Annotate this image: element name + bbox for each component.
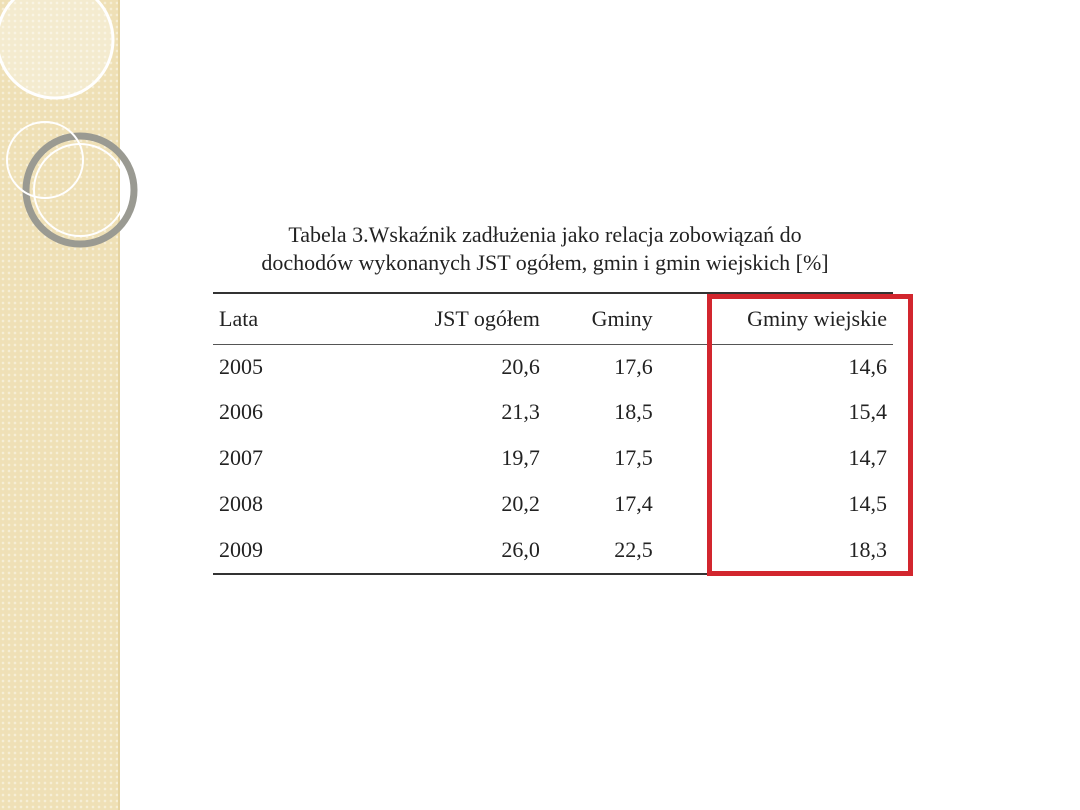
cell-year: 2008 <box>219 491 263 516</box>
decorative-rings <box>0 0 130 260</box>
table-row <box>213 345 893 390</box>
white-ring <box>0 0 113 98</box>
caption-line-1: Tabela 3.Wskaźnik zadłużenia jako relacja zobowiązań do <box>288 222 802 247</box>
slide-content <box>120 0 1080 810</box>
cell-gminy: 17,6 <box>614 354 653 379</box>
cell-year: 2006 <box>219 399 263 424</box>
cell-gminy: 17,5 <box>614 445 653 470</box>
cell-gminy-wiejskie: 15,4 <box>848 399 887 424</box>
table-row <box>213 527 893 574</box>
cell-jst: 19,7 <box>501 445 540 470</box>
table-header-row <box>213 293 893 345</box>
table-caption <box>200 221 890 277</box>
caption-line-2: dochodów wykonanych JST ogółem, gmin i gmin wiejskich [%] <box>261 250 829 275</box>
cell-year: 2007 <box>219 445 263 470</box>
cell-gminy-wiejskie: 14,6 <box>848 354 887 379</box>
header-jst-ogolem: JST ogółem <box>434 306 540 331</box>
cell-gminy-wiejskie: 18,3 <box>848 537 887 562</box>
header-gminy: Gminy <box>591 306 653 331</box>
cell-gminy: 22,5 <box>614 537 653 562</box>
cell-gminy-wiejskie: 14,7 <box>848 445 887 470</box>
header-lata: Lata <box>219 306 259 331</box>
cell-jst: 21,3 <box>501 399 540 424</box>
table-row <box>213 389 893 435</box>
cell-year: 2005 <box>219 354 263 379</box>
cell-jst: 26,0 <box>501 537 540 562</box>
header-gminy-wiejskie: Gminy wiejskie <box>747 306 887 331</box>
grey-ring-inner <box>34 144 126 236</box>
table-row <box>213 481 893 527</box>
grey-ring-outer <box>26 136 134 244</box>
table-row <box>213 435 893 481</box>
cell-gminy: 17,4 <box>614 491 653 516</box>
cell-jst: 20,6 <box>501 354 540 379</box>
debt-ratio-table <box>213 292 893 575</box>
cell-year: 2009 <box>219 537 263 562</box>
cell-jst: 20,2 <box>501 491 540 516</box>
cell-gminy-wiejskie: 14,5 <box>848 491 887 516</box>
cell-gminy: 18,5 <box>614 399 653 424</box>
